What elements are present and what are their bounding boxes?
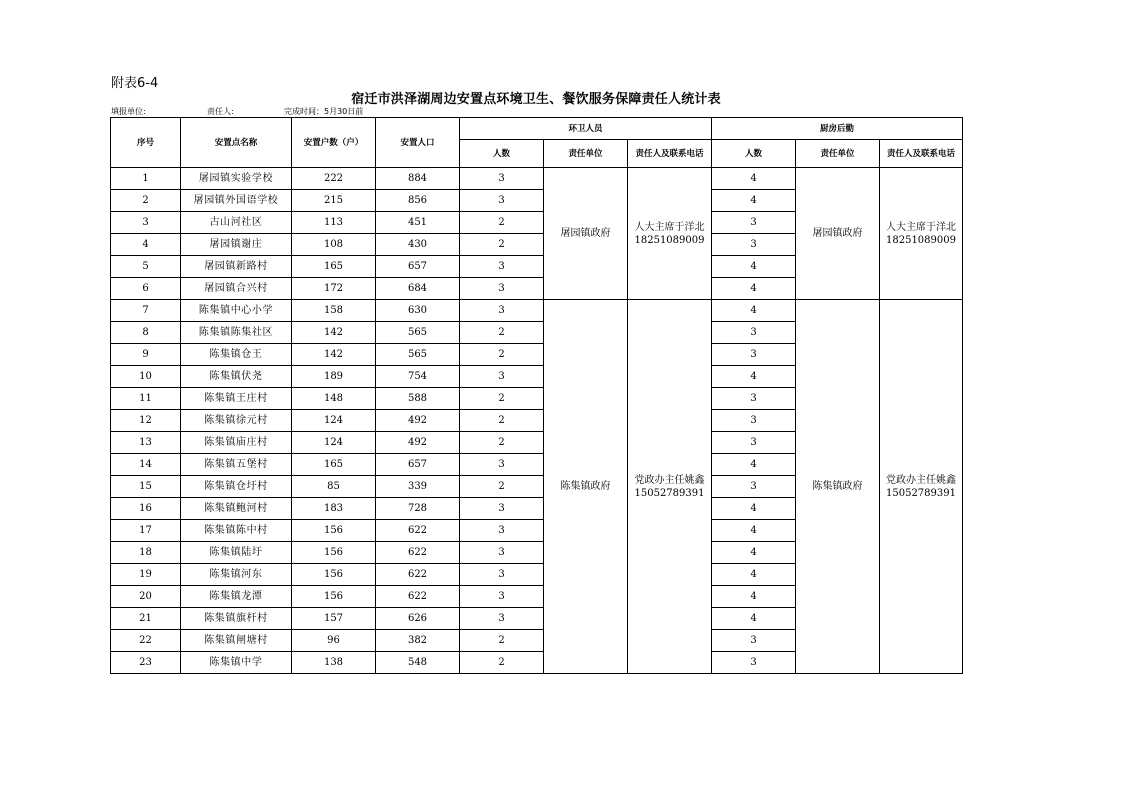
sanitation-count-cell: 3 bbox=[460, 520, 544, 542]
catering-count-cell: 4 bbox=[712, 520, 796, 542]
population-cell: 856 bbox=[376, 190, 460, 212]
header-sanitation-group: 环卫人员 bbox=[460, 118, 712, 140]
population-cell: 492 bbox=[376, 410, 460, 432]
fill-unit-label: 填报单位: bbox=[111, 107, 146, 116]
sanitation-count-cell: 3 bbox=[460, 542, 544, 564]
households-cell: 124 bbox=[292, 410, 376, 432]
seq-cell: 14 bbox=[111, 454, 181, 476]
sanitation-count-cell: 3 bbox=[460, 586, 544, 608]
households-cell: 156 bbox=[292, 564, 376, 586]
catering-unit-cell: 陈集镇政府 bbox=[796, 300, 880, 674]
seq-cell: 21 bbox=[111, 608, 181, 630]
population-cell: 548 bbox=[376, 652, 460, 674]
sanitation-count-cell: 3 bbox=[460, 454, 544, 476]
table-row bbox=[111, 168, 963, 190]
header-catering-count: 人数 bbox=[712, 140, 796, 168]
catering-count-cell: 4 bbox=[712, 190, 796, 212]
seq-cell: 7 bbox=[111, 300, 181, 322]
site-name-cell: 陈集镇中心小学 bbox=[181, 300, 292, 322]
seq-cell: 5 bbox=[111, 256, 181, 278]
seq-cell: 4 bbox=[111, 234, 181, 256]
households-cell: 96 bbox=[292, 630, 376, 652]
seq-cell: 17 bbox=[111, 520, 181, 542]
site-name-cell: 屠园镇外国语学校 bbox=[181, 190, 292, 212]
seq-cell: 1 bbox=[111, 168, 181, 190]
contact-name: 党政办主任姚鑫 bbox=[886, 474, 956, 486]
header-sanitation-unit: 责任单位 bbox=[544, 140, 628, 168]
header-sanitation-count: 人数 bbox=[460, 140, 544, 168]
households-cell: 172 bbox=[292, 278, 376, 300]
population-cell: 565 bbox=[376, 322, 460, 344]
sanitation-count-cell: 2 bbox=[460, 344, 544, 366]
site-name-cell: 陈集镇伏尧 bbox=[181, 366, 292, 388]
catering-count-cell: 4 bbox=[712, 168, 796, 190]
contact-phone: 18251089009 bbox=[886, 234, 956, 246]
contact-phone: 15052789391 bbox=[886, 487, 956, 499]
seq-cell: 23 bbox=[111, 652, 181, 674]
catering-count-cell: 3 bbox=[712, 344, 796, 366]
population-cell: 565 bbox=[376, 344, 460, 366]
sanitation-contact-cell bbox=[628, 300, 712, 674]
site-name-cell: 陈集镇王庄村 bbox=[181, 388, 292, 410]
population-cell: 622 bbox=[376, 586, 460, 608]
population-cell: 728 bbox=[376, 498, 460, 520]
households-cell: 85 bbox=[292, 476, 376, 498]
catering-count-cell: 3 bbox=[712, 476, 796, 498]
seq-cell: 20 bbox=[111, 586, 181, 608]
households-cell: 148 bbox=[292, 388, 376, 410]
header-catering-contact: 责任人及联系电话 bbox=[880, 140, 963, 168]
population-cell: 684 bbox=[376, 278, 460, 300]
catering-count-cell: 4 bbox=[712, 256, 796, 278]
site-name-cell: 古山河社区 bbox=[181, 212, 292, 234]
households-cell: 189 bbox=[292, 366, 376, 388]
sanitation-count-cell: 3 bbox=[460, 278, 544, 300]
population-cell: 622 bbox=[376, 520, 460, 542]
seq-cell: 9 bbox=[111, 344, 181, 366]
site-name-cell: 陈集镇徐元村 bbox=[181, 410, 292, 432]
population-cell: 430 bbox=[376, 234, 460, 256]
households-cell: 124 bbox=[292, 432, 376, 454]
site-name-cell: 陈集镇龙潭 bbox=[181, 586, 292, 608]
sanitation-count-cell: 3 bbox=[460, 190, 544, 212]
site-name-cell: 陈集镇仓王 bbox=[181, 344, 292, 366]
catering-count-cell: 4 bbox=[712, 300, 796, 322]
seq-cell: 6 bbox=[111, 278, 181, 300]
catering-contact-cell bbox=[880, 300, 963, 674]
catering-contact-cell bbox=[880, 168, 963, 300]
households-cell: 108 bbox=[292, 234, 376, 256]
population-cell: 884 bbox=[376, 168, 460, 190]
households-cell: 156 bbox=[292, 542, 376, 564]
population-cell: 492 bbox=[376, 432, 460, 454]
sanitation-unit-cell: 屠园镇政府 bbox=[544, 168, 628, 300]
households-cell: 138 bbox=[292, 652, 376, 674]
catering-count-cell: 4 bbox=[712, 586, 796, 608]
site-name-cell: 陈集镇闸塘村 bbox=[181, 630, 292, 652]
header-seq: 序号 bbox=[111, 118, 181, 168]
population-cell: 630 bbox=[376, 300, 460, 322]
catering-count-cell: 4 bbox=[712, 608, 796, 630]
catering-count-cell: 4 bbox=[712, 454, 796, 476]
header-site-name: 安置点名称 bbox=[181, 118, 292, 168]
population-cell: 754 bbox=[376, 366, 460, 388]
sanitation-count-cell: 2 bbox=[460, 476, 544, 498]
meta-line bbox=[111, 107, 511, 117]
header-sanitation-contact: 责任人及联系电话 bbox=[628, 140, 712, 168]
households-cell: 113 bbox=[292, 212, 376, 234]
contact-name: 人大主席于洋北 bbox=[886, 221, 956, 233]
households-cell: 156 bbox=[292, 586, 376, 608]
seq-cell: 15 bbox=[111, 476, 181, 498]
seq-cell: 13 bbox=[111, 432, 181, 454]
contact-phone: 18251089009 bbox=[634, 234, 705, 246]
header-population: 安置人口 bbox=[376, 118, 460, 168]
contact-name: 人大主席于洋北 bbox=[634, 221, 705, 233]
population-cell: 622 bbox=[376, 542, 460, 564]
catering-count-cell: 4 bbox=[712, 498, 796, 520]
site-name-cell: 陈集镇鲍河村 bbox=[181, 498, 292, 520]
households-cell: 156 bbox=[292, 520, 376, 542]
households-cell: 215 bbox=[292, 190, 376, 212]
population-cell: 657 bbox=[376, 256, 460, 278]
contact-name: 党政办主任姚鑫 bbox=[634, 474, 705, 486]
site-name-cell: 陈集镇陈集社区 bbox=[181, 322, 292, 344]
population-cell: 451 bbox=[376, 212, 460, 234]
households-cell: 158 bbox=[292, 300, 376, 322]
seq-cell: 11 bbox=[111, 388, 181, 410]
site-name-cell: 陈集镇五堡村 bbox=[181, 454, 292, 476]
catering-count-cell: 3 bbox=[712, 652, 796, 674]
appendix-label: 附表6-4 bbox=[111, 76, 159, 91]
households-cell: 165 bbox=[292, 256, 376, 278]
sanitation-count-cell: 3 bbox=[460, 498, 544, 520]
sanitation-count-cell: 2 bbox=[460, 322, 544, 344]
households-cell: 142 bbox=[292, 322, 376, 344]
contact-phone: 15052789391 bbox=[634, 487, 705, 499]
sanitation-count-cell: 2 bbox=[460, 652, 544, 674]
statistics-table bbox=[110, 117, 963, 674]
population-cell: 382 bbox=[376, 630, 460, 652]
sanitation-count-cell: 3 bbox=[460, 564, 544, 586]
sanitation-count-cell: 3 bbox=[460, 608, 544, 630]
population-cell: 339 bbox=[376, 476, 460, 498]
header-households: 安置户数（户） bbox=[292, 118, 376, 168]
completion-label: 完成时间：5月30日前 bbox=[284, 107, 364, 116]
catering-count-cell: 3 bbox=[712, 234, 796, 256]
table-body bbox=[111, 168, 963, 674]
site-name-cell: 陈集镇河东 bbox=[181, 564, 292, 586]
site-name-cell: 陈集镇仓圩村 bbox=[181, 476, 292, 498]
site-name-cell: 陈集镇中学 bbox=[181, 652, 292, 674]
catering-count-cell: 3 bbox=[712, 410, 796, 432]
catering-count-cell: 4 bbox=[712, 564, 796, 586]
site-name-cell: 陈集镇庙庄村 bbox=[181, 432, 292, 454]
catering-count-cell: 4 bbox=[712, 542, 796, 564]
seq-cell: 16 bbox=[111, 498, 181, 520]
population-cell: 588 bbox=[376, 388, 460, 410]
sanitation-count-cell: 2 bbox=[460, 432, 544, 454]
sanitation-count-cell: 2 bbox=[460, 388, 544, 410]
seq-cell: 12 bbox=[111, 410, 181, 432]
sanitation-count-cell: 3 bbox=[460, 366, 544, 388]
seq-cell: 18 bbox=[111, 542, 181, 564]
catering-unit-cell: 屠园镇政府 bbox=[796, 168, 880, 300]
sanitation-count-cell: 3 bbox=[460, 300, 544, 322]
households-cell: 222 bbox=[292, 168, 376, 190]
population-cell: 622 bbox=[376, 564, 460, 586]
sanitation-contact-cell bbox=[628, 168, 712, 300]
sanitation-count-cell: 2 bbox=[460, 212, 544, 234]
site-name-cell: 屠园镇谢庄 bbox=[181, 234, 292, 256]
site-name-cell: 屠园镇新路村 bbox=[181, 256, 292, 278]
seq-cell: 10 bbox=[111, 366, 181, 388]
sanitation-unit-cell: 陈集镇政府 bbox=[544, 300, 628, 674]
population-cell: 626 bbox=[376, 608, 460, 630]
sanitation-count-cell: 3 bbox=[460, 168, 544, 190]
seq-cell: 22 bbox=[111, 630, 181, 652]
header-catering-unit: 责任单位 bbox=[796, 140, 880, 168]
catering-count-cell: 3 bbox=[712, 432, 796, 454]
catering-count-cell: 3 bbox=[712, 322, 796, 344]
seq-cell: 19 bbox=[111, 564, 181, 586]
households-cell: 142 bbox=[292, 344, 376, 366]
site-name-cell: 陈集镇陆圩 bbox=[181, 542, 292, 564]
sanitation-count-cell: 2 bbox=[460, 410, 544, 432]
header-catering-group: 厨房后勤 bbox=[712, 118, 963, 140]
table-row bbox=[111, 300, 963, 322]
catering-count-cell: 3 bbox=[712, 630, 796, 652]
households-cell: 165 bbox=[292, 454, 376, 476]
catering-count-cell: 4 bbox=[712, 366, 796, 388]
site-name-cell: 陈集镇旗杆村 bbox=[181, 608, 292, 630]
site-name-cell: 陈集镇陈中村 bbox=[181, 520, 292, 542]
catering-count-cell: 4 bbox=[712, 278, 796, 300]
catering-count-cell: 3 bbox=[712, 212, 796, 234]
seq-cell: 2 bbox=[111, 190, 181, 212]
households-cell: 157 bbox=[292, 608, 376, 630]
households-cell: 183 bbox=[292, 498, 376, 520]
sanitation-count-cell: 2 bbox=[460, 234, 544, 256]
page-title: 宿迁市洪泽湖周边安置点环境卫生、餐饮服务保障责任人统计表 bbox=[351, 92, 721, 107]
seq-cell: 3 bbox=[111, 212, 181, 234]
responsible-label: 责任人: bbox=[207, 107, 234, 116]
site-name-cell: 屠园镇实验学校 bbox=[181, 168, 292, 190]
population-cell: 657 bbox=[376, 454, 460, 476]
catering-count-cell: 3 bbox=[712, 388, 796, 410]
sanitation-count-cell: 2 bbox=[460, 630, 544, 652]
sanitation-count-cell: 3 bbox=[460, 256, 544, 278]
site-name-cell: 屠园镇合兴村 bbox=[181, 278, 292, 300]
seq-cell: 8 bbox=[111, 322, 181, 344]
